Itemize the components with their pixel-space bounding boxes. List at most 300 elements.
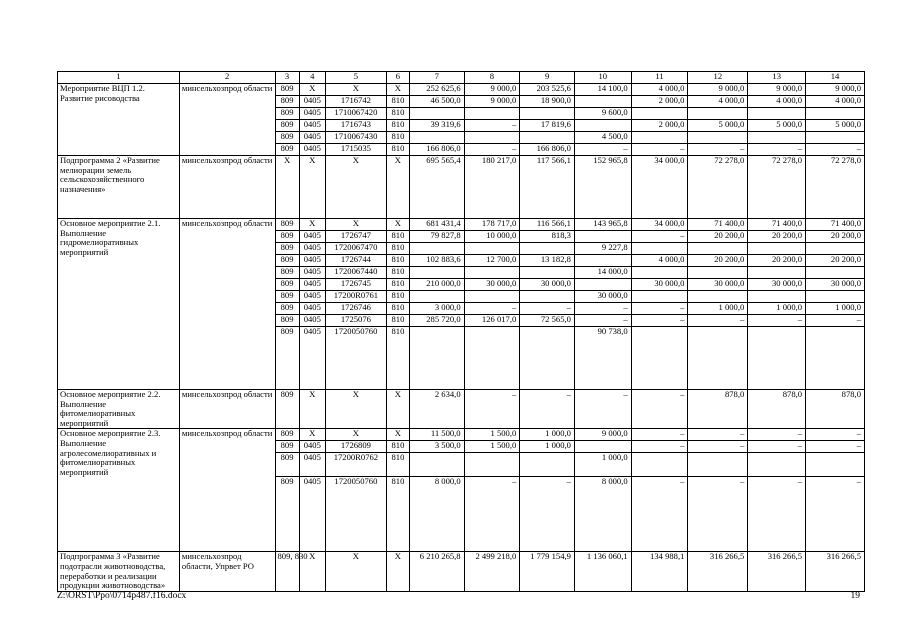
value-cell: 8 000,0 bbox=[409, 477, 464, 552]
value-cell: 1710067430 bbox=[325, 132, 386, 144]
value-cell: 134 988,1 bbox=[631, 552, 688, 591]
value-cell: X bbox=[325, 219, 386, 231]
value-cell: – bbox=[748, 144, 806, 156]
value-cell bbox=[688, 243, 748, 255]
value-cell: 1 000,0 bbox=[520, 441, 575, 453]
value-cell: 210 000,0 bbox=[409, 279, 464, 291]
value-cell bbox=[688, 327, 748, 390]
value-cell bbox=[409, 453, 464, 477]
value-cell: 14 000,0 bbox=[574, 267, 631, 279]
value-cell: 1726746 bbox=[325, 303, 386, 315]
value-cell: – bbox=[688, 144, 748, 156]
value-cell bbox=[520, 453, 575, 477]
value-cell: 285 720,0 bbox=[409, 315, 464, 327]
value-cell: 9 600,0 bbox=[574, 108, 631, 120]
value-cell: 34 000,0 bbox=[631, 156, 688, 219]
value-cell: 316 266,5 bbox=[688, 552, 748, 591]
value-cell: 9 000,0 bbox=[806, 84, 865, 96]
table-row bbox=[58, 552, 865, 591]
value-cell: 809 bbox=[275, 303, 299, 315]
value-cell: 810 bbox=[386, 303, 409, 315]
value-cell: 1710067420 bbox=[325, 108, 386, 120]
value-cell: 1726744 bbox=[325, 255, 386, 267]
value-cell: 0405 bbox=[299, 279, 325, 291]
value-cell bbox=[748, 453, 806, 477]
value-cell: X bbox=[325, 552, 386, 591]
value-cell bbox=[574, 279, 631, 291]
value-cell bbox=[631, 243, 688, 255]
value-cell: 4 000,0 bbox=[748, 96, 806, 108]
value-cell: 203 525,6 bbox=[520, 84, 575, 96]
value-cell: 810 bbox=[386, 120, 409, 132]
value-cell: 4 500,0 bbox=[574, 132, 631, 144]
executor-cell: минсельхозпрод области bbox=[179, 429, 275, 552]
value-cell: 178 717,0 bbox=[464, 219, 520, 231]
value-cell: 810 bbox=[386, 291, 409, 303]
value-cell bbox=[748, 132, 806, 144]
value-cell: 20 200,0 bbox=[688, 255, 748, 267]
table-row bbox=[58, 84, 865, 96]
value-cell: – bbox=[748, 441, 806, 453]
value-cell: 809 bbox=[275, 327, 299, 390]
value-cell bbox=[748, 291, 806, 303]
value-cell: 117 566,1 bbox=[520, 156, 575, 219]
value-cell: 1715035 bbox=[325, 144, 386, 156]
value-cell: 13 182,8 bbox=[520, 255, 575, 267]
column-number-header: 7 bbox=[409, 72, 464, 84]
value-cell bbox=[409, 108, 464, 120]
value-cell: 0405 bbox=[299, 477, 325, 552]
value-cell: 0405 bbox=[299, 291, 325, 303]
value-cell: 810 bbox=[386, 267, 409, 279]
value-cell: 0405 bbox=[299, 96, 325, 108]
value-cell: 72 278,0 bbox=[688, 156, 748, 219]
value-cell: 818,3 bbox=[520, 231, 575, 243]
value-cell: 126 017,0 bbox=[464, 315, 520, 327]
value-cell: 695 565,4 bbox=[409, 156, 464, 219]
value-cell: – bbox=[748, 315, 806, 327]
executor-cell: минсельхозпрод области bbox=[179, 84, 275, 156]
value-cell bbox=[748, 327, 806, 390]
value-cell: 0405 bbox=[299, 303, 325, 315]
value-cell bbox=[631, 132, 688, 144]
value-cell: 143 965,8 bbox=[574, 219, 631, 231]
value-cell bbox=[631, 108, 688, 120]
value-cell: 0405 bbox=[299, 267, 325, 279]
value-cell: 316 266,5 bbox=[748, 552, 806, 591]
value-cell: 809 bbox=[275, 477, 299, 552]
value-cell: – bbox=[464, 144, 520, 156]
value-cell: 316 266,5 bbox=[806, 552, 865, 591]
program-name-cell: Подпрограмма 3 «Развитие подотрасли животноводства, переработки и реализации продукции животноводства» bbox=[58, 552, 180, 591]
value-cell: 809, 830 bbox=[275, 552, 299, 591]
value-cell: – bbox=[464, 303, 520, 315]
value-cell bbox=[806, 327, 865, 390]
value-cell: 71 400,0 bbox=[806, 219, 865, 231]
value-cell: X bbox=[275, 156, 299, 219]
value-cell: 79 827,8 bbox=[409, 231, 464, 243]
value-cell: 809 bbox=[275, 120, 299, 132]
value-cell bbox=[631, 327, 688, 390]
value-cell: X bbox=[299, 219, 325, 231]
value-cell: 1 779 154,9 bbox=[520, 552, 575, 591]
budget-table bbox=[57, 71, 865, 592]
value-cell: 809 bbox=[275, 219, 299, 231]
value-cell: 2 634,0 bbox=[409, 390, 464, 429]
value-cell bbox=[806, 267, 865, 279]
value-cell: – bbox=[748, 477, 806, 552]
program-name-cell: Основное мероприятие 2.1. Выполнение гидромелиоративных мероприятий bbox=[58, 219, 180, 390]
value-cell: 1 500,0 bbox=[464, 429, 520, 441]
value-cell: X bbox=[299, 429, 325, 441]
value-cell: 4 000,0 bbox=[688, 96, 748, 108]
value-cell: 1 500,0 bbox=[464, 441, 520, 453]
column-number-header: 1 bbox=[58, 72, 180, 84]
value-cell: 20 200,0 bbox=[806, 231, 865, 243]
value-cell: 14 100,0 bbox=[574, 84, 631, 96]
value-cell bbox=[409, 243, 464, 255]
value-cell bbox=[464, 327, 520, 390]
value-cell: 30 000,0 bbox=[688, 279, 748, 291]
value-cell: 8 000,0 bbox=[574, 477, 631, 552]
value-cell: 810 bbox=[386, 231, 409, 243]
value-cell: 9 000,0 bbox=[748, 84, 806, 96]
value-cell: – bbox=[806, 477, 865, 552]
value-cell: 166 806,0 bbox=[520, 144, 575, 156]
value-cell: 0405 bbox=[299, 327, 325, 390]
value-cell: 0405 bbox=[299, 315, 325, 327]
value-cell: 0405 bbox=[299, 231, 325, 243]
value-cell: 0405 bbox=[299, 144, 325, 156]
value-cell bbox=[464, 267, 520, 279]
value-cell: X bbox=[386, 552, 409, 591]
column-number-header: 4 bbox=[299, 72, 325, 84]
value-cell: – bbox=[520, 390, 575, 429]
value-cell: – bbox=[688, 477, 748, 552]
table-row bbox=[58, 390, 865, 429]
value-cell: 809 bbox=[275, 144, 299, 156]
value-cell bbox=[748, 108, 806, 120]
value-cell: 30 000,0 bbox=[574, 291, 631, 303]
column-number-header: 6 bbox=[386, 72, 409, 84]
value-cell: 3 500,0 bbox=[409, 441, 464, 453]
value-cell bbox=[520, 291, 575, 303]
value-cell: X bbox=[325, 156, 386, 219]
value-cell: – bbox=[631, 144, 688, 156]
value-cell bbox=[748, 267, 806, 279]
value-cell: – bbox=[806, 144, 865, 156]
value-cell: 2 499 218,0 bbox=[464, 552, 520, 591]
value-cell: 810 bbox=[386, 255, 409, 267]
value-cell: X bbox=[325, 429, 386, 441]
value-cell: 810 bbox=[386, 144, 409, 156]
value-cell: 30 000,0 bbox=[748, 279, 806, 291]
value-cell: 681 431,4 bbox=[409, 219, 464, 231]
value-cell bbox=[574, 96, 631, 108]
column-number-header: 14 bbox=[806, 72, 865, 84]
value-cell: 2 000,0 bbox=[631, 96, 688, 108]
footer-file-path: Z:\ORST\Ppo\0714p487.f16.docx bbox=[57, 591, 187, 601]
value-cell: 809 bbox=[275, 108, 299, 120]
value-cell: 9 000,0 bbox=[464, 96, 520, 108]
value-cell: – bbox=[574, 144, 631, 156]
value-cell: 810 bbox=[386, 108, 409, 120]
value-cell: 0405 bbox=[299, 255, 325, 267]
value-cell: 810 bbox=[386, 243, 409, 255]
value-cell: 71 400,0 bbox=[688, 219, 748, 231]
executor-cell: минсельхозпрод области bbox=[179, 219, 275, 390]
value-cell bbox=[806, 108, 865, 120]
program-name-cell: Подпрограмма 2 «Развитие мелиорации земель сельскохозяйственного назначения» bbox=[58, 156, 180, 219]
value-cell bbox=[409, 267, 464, 279]
value-cell: 90 738,0 bbox=[574, 327, 631, 390]
value-cell: 9 000,0 bbox=[464, 84, 520, 96]
value-cell: 1 000,0 bbox=[748, 303, 806, 315]
value-cell: X bbox=[299, 390, 325, 429]
value-cell: 1716742 bbox=[325, 96, 386, 108]
value-cell: 3 000,0 bbox=[409, 303, 464, 315]
value-cell: 180 217,0 bbox=[464, 156, 520, 219]
value-cell: X bbox=[325, 390, 386, 429]
value-cell: 1725076 bbox=[325, 315, 386, 327]
value-cell: 46 500,0 bbox=[409, 96, 464, 108]
table-row bbox=[58, 156, 865, 219]
value-cell: 809 bbox=[275, 279, 299, 291]
value-cell: 102 883,6 bbox=[409, 255, 464, 267]
value-cell: 20 200,0 bbox=[688, 231, 748, 243]
value-cell: 0405 bbox=[299, 132, 325, 144]
value-cell: 17200R0761 bbox=[325, 291, 386, 303]
value-cell: 4 000,0 bbox=[631, 84, 688, 96]
value-cell: 152 965,8 bbox=[574, 156, 631, 219]
value-cell: 2 000,0 bbox=[631, 120, 688, 132]
value-cell: X bbox=[386, 429, 409, 441]
value-cell: 810 bbox=[386, 96, 409, 108]
value-cell: 810 bbox=[386, 132, 409, 144]
value-cell: 809 bbox=[275, 84, 299, 96]
value-cell: 30 000,0 bbox=[464, 279, 520, 291]
value-cell: – bbox=[520, 477, 575, 552]
value-cell bbox=[806, 453, 865, 477]
value-cell bbox=[748, 243, 806, 255]
value-cell: – bbox=[806, 315, 865, 327]
value-cell: 809 bbox=[275, 315, 299, 327]
value-cell: – bbox=[631, 429, 688, 441]
value-cell: 18 900,0 bbox=[520, 96, 575, 108]
column-number-header: 13 bbox=[748, 72, 806, 84]
executor-cell: минсельхозпрод области bbox=[179, 156, 275, 219]
value-cell: – bbox=[631, 231, 688, 243]
executor-cell: минсельхозпрод области, Упрвет РО bbox=[179, 552, 275, 591]
value-cell: 6 210 265,8 bbox=[409, 552, 464, 591]
column-number-header: 2 bbox=[179, 72, 275, 84]
value-cell: – bbox=[464, 390, 520, 429]
value-cell: 9 000,0 bbox=[688, 84, 748, 96]
value-cell bbox=[464, 243, 520, 255]
value-cell: 0405 bbox=[299, 108, 325, 120]
value-cell: 1720050760 bbox=[325, 327, 386, 390]
value-cell: 30 000,0 bbox=[520, 279, 575, 291]
value-cell: 809 bbox=[275, 132, 299, 144]
value-cell: 1 000,0 bbox=[806, 303, 865, 315]
value-cell: 810 bbox=[386, 279, 409, 291]
value-cell bbox=[409, 291, 464, 303]
column-number-header: 10 bbox=[574, 72, 631, 84]
value-cell: 5 000,0 bbox=[688, 120, 748, 132]
value-cell: 30 000,0 bbox=[806, 279, 865, 291]
value-cell: 1 000,0 bbox=[520, 429, 575, 441]
value-cell bbox=[574, 231, 631, 243]
value-cell: 17200R0762 bbox=[325, 453, 386, 477]
page-number: 19 bbox=[850, 591, 860, 601]
column-number-header: 8 bbox=[464, 72, 520, 84]
value-cell: 72 278,0 bbox=[748, 156, 806, 219]
value-cell: 9 227,8 bbox=[574, 243, 631, 255]
header-row bbox=[58, 72, 865, 84]
value-cell: X bbox=[386, 156, 409, 219]
value-cell: 810 bbox=[386, 327, 409, 390]
value-cell: – bbox=[464, 477, 520, 552]
table-row bbox=[58, 219, 865, 231]
value-cell bbox=[520, 243, 575, 255]
value-cell: 810 bbox=[386, 441, 409, 453]
value-cell: – bbox=[748, 429, 806, 441]
value-cell: 878,0 bbox=[806, 390, 865, 429]
value-cell bbox=[688, 267, 748, 279]
value-cell: 9 000,0 bbox=[574, 429, 631, 441]
value-cell bbox=[464, 291, 520, 303]
value-cell: 810 bbox=[386, 453, 409, 477]
value-cell: 20 200,0 bbox=[748, 231, 806, 243]
value-cell: 0405 bbox=[299, 453, 325, 477]
value-cell: – bbox=[631, 441, 688, 453]
value-cell: 5 000,0 bbox=[748, 120, 806, 132]
value-cell bbox=[688, 132, 748, 144]
value-cell: – bbox=[806, 441, 865, 453]
value-cell bbox=[574, 441, 631, 453]
value-cell: 1720067440 bbox=[325, 267, 386, 279]
value-cell: 1726809 bbox=[325, 441, 386, 453]
value-cell bbox=[806, 291, 865, 303]
column-number-header: 5 bbox=[325, 72, 386, 84]
value-cell: X bbox=[299, 552, 325, 591]
program-name-cell: Основное мероприятие 2.3. Выполнение агролесомелиоративных и фитомелиоративных мероприятий bbox=[58, 429, 180, 552]
value-cell bbox=[631, 291, 688, 303]
table-row bbox=[58, 429, 865, 441]
value-cell bbox=[574, 255, 631, 267]
value-cell: 1 000,0 bbox=[574, 453, 631, 477]
value-cell: – bbox=[574, 303, 631, 315]
value-cell: 11 500,0 bbox=[409, 429, 464, 441]
value-cell bbox=[464, 108, 520, 120]
value-cell: X bbox=[386, 84, 409, 96]
value-cell: 116 566,1 bbox=[520, 219, 575, 231]
value-cell: 1726745 bbox=[325, 279, 386, 291]
value-cell bbox=[688, 108, 748, 120]
value-cell: 10 000,0 bbox=[464, 231, 520, 243]
value-cell: 809 bbox=[275, 441, 299, 453]
column-number-header: 11 bbox=[631, 72, 688, 84]
value-cell bbox=[631, 267, 688, 279]
value-cell bbox=[631, 453, 688, 477]
value-cell bbox=[409, 132, 464, 144]
value-cell: 0405 bbox=[299, 243, 325, 255]
value-cell: 30 000,0 bbox=[631, 279, 688, 291]
value-cell: – bbox=[574, 390, 631, 429]
value-cell: 0405 bbox=[299, 441, 325, 453]
value-cell: – bbox=[688, 441, 748, 453]
value-cell: 878,0 bbox=[688, 390, 748, 429]
value-cell bbox=[520, 327, 575, 390]
value-cell: 71 400,0 bbox=[748, 219, 806, 231]
value-cell: – bbox=[520, 303, 575, 315]
value-cell: 4 000,0 bbox=[806, 96, 865, 108]
value-cell: X bbox=[386, 390, 409, 429]
value-cell: X bbox=[325, 84, 386, 96]
value-cell: 17 819,6 bbox=[520, 120, 575, 132]
value-cell bbox=[688, 453, 748, 477]
value-cell: 4 000,0 bbox=[631, 255, 688, 267]
value-cell: 809 bbox=[275, 291, 299, 303]
value-cell: 252 625,6 bbox=[409, 84, 464, 96]
value-cell: 1720067470 bbox=[325, 243, 386, 255]
value-cell: 809 bbox=[275, 243, 299, 255]
value-cell: X bbox=[386, 219, 409, 231]
value-cell bbox=[574, 120, 631, 132]
value-cell: – bbox=[688, 315, 748, 327]
value-cell: – bbox=[574, 315, 631, 327]
value-cell: 1 136 060,1 bbox=[574, 552, 631, 591]
value-cell bbox=[409, 327, 464, 390]
column-number-header: 9 bbox=[520, 72, 575, 84]
value-cell: X bbox=[299, 84, 325, 96]
value-cell: 34 000,0 bbox=[631, 219, 688, 231]
value-cell: X bbox=[299, 156, 325, 219]
value-cell bbox=[464, 453, 520, 477]
value-cell: 39 319,6 bbox=[409, 120, 464, 132]
value-cell: 12 700,0 bbox=[464, 255, 520, 267]
value-cell: 20 200,0 bbox=[806, 255, 865, 267]
value-cell bbox=[520, 132, 575, 144]
value-cell: 72 278,0 bbox=[806, 156, 865, 219]
value-cell: 1716743 bbox=[325, 120, 386, 132]
value-cell: 1 000,0 bbox=[688, 303, 748, 315]
value-cell bbox=[464, 132, 520, 144]
value-cell: 0405 bbox=[299, 120, 325, 132]
value-cell: – bbox=[688, 429, 748, 441]
value-cell bbox=[520, 108, 575, 120]
value-cell bbox=[806, 132, 865, 144]
value-cell bbox=[520, 267, 575, 279]
value-cell: – bbox=[631, 303, 688, 315]
value-cell: 810 bbox=[386, 315, 409, 327]
value-cell: 809 bbox=[275, 429, 299, 441]
value-cell: 809 bbox=[275, 255, 299, 267]
executor-cell: минсельхозпрод области bbox=[179, 390, 275, 429]
value-cell: 5 000,0 bbox=[806, 120, 865, 132]
value-cell: – bbox=[631, 477, 688, 552]
value-cell: 809 bbox=[275, 453, 299, 477]
value-cell: 809 bbox=[275, 96, 299, 108]
value-cell: 810 bbox=[386, 477, 409, 552]
value-cell: – bbox=[631, 315, 688, 327]
value-cell: – bbox=[631, 390, 688, 429]
column-number-header: 3 bbox=[275, 72, 299, 84]
value-cell: 166 806,0 bbox=[409, 144, 464, 156]
column-number-header: 12 bbox=[688, 72, 748, 84]
value-cell: 20 200,0 bbox=[748, 255, 806, 267]
value-cell bbox=[688, 291, 748, 303]
